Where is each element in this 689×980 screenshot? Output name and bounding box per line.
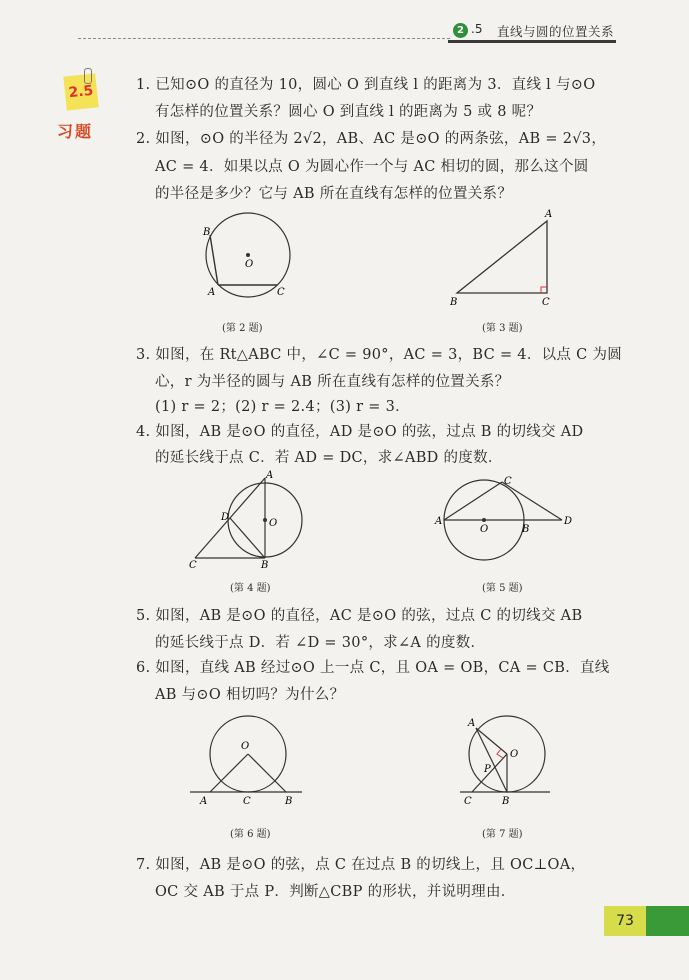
fig6-label-b: B — [285, 796, 293, 807]
problem-6-line-2: AB 与⊙O 相切吗？为什么？ — [155, 687, 345, 703]
fig4-label-c: C — [189, 560, 197, 571]
caption-2: (第 2 题) — [222, 323, 263, 334]
fig6-label-c: C — [243, 796, 251, 807]
figure-3 — [445, 205, 560, 310]
fig3-label-b: B — [450, 297, 458, 308]
paperclip-icon — [84, 68, 92, 84]
fig4-label-b: B — [261, 560, 269, 571]
caption-5: (第 5 题) — [482, 583, 523, 594]
problem-7-line-1: 7. 如图，AB 是⊙O 的弦，点 C 在过点 B 的切线上，且 OC⊥OA， — [136, 857, 586, 873]
header-dashed-line — [78, 38, 450, 39]
page-number: 73 — [604, 906, 646, 936]
figure-4 — [185, 470, 305, 572]
fig7-label-p: P — [484, 764, 491, 775]
fig5-label-a: A — [435, 516, 443, 527]
fig3-label-c: C — [542, 297, 550, 308]
fig3-label-a: A — [545, 209, 553, 220]
fig6-label-a: A — [200, 796, 208, 807]
fig7-label-b: B — [502, 796, 510, 807]
fig7-label-c: C — [464, 796, 472, 807]
problem-4-line-2: 的延长线于点 C．若 AD = DC，求∠ABD 的度数． — [155, 450, 503, 466]
fig2-label-a: A — [208, 287, 216, 298]
caption-4: (第 4 题) — [230, 583, 271, 594]
fig6-label-o: O — [241, 741, 250, 752]
problem-5-line-2: 的延长线于点 D．若 ∠D = 30°，求∠A 的度数． — [155, 635, 486, 651]
problem-2-line-1: 2. 如图，⊙O 的半径为 2√2，AB、AC 是⊙O 的两条弦，AB = 2√3， — [136, 131, 607, 147]
page-number-box — [604, 906, 689, 936]
problem-7-line-2: OC 交 AB 于点 P．判断△CBP 的形状，并说明理由． — [155, 884, 516, 900]
problem-3-line-2: 心，r 为半径的圆与 AB 所在直线有怎样的位置关系？ — [155, 374, 510, 390]
problem-1-line-2: 有怎样的位置关系？圆心 O 到直线 l 的距离为 5 或 8 呢？ — [155, 104, 542, 120]
caption-7: (第 7 题) — [482, 829, 523, 840]
problem-3-line-1: 3. 如图，在 Rt△ABC 中，∠C = 90°，AC = 3，BC = 4．以点 C 为圆 — [136, 347, 623, 363]
exercise-number: 2.5 — [63, 73, 98, 110]
figure-7 — [460, 712, 555, 808]
fig5-label-b: B — [522, 524, 530, 535]
fig4-label-d: D — [221, 512, 230, 523]
header-rule — [448, 40, 616, 43]
fig7-label-o: O — [510, 749, 519, 760]
exercise-word: 习题 — [57, 122, 94, 141]
fig5-label-c: C — [504, 476, 512, 487]
fig2-label-b: B — [203, 227, 211, 238]
problem-5-line-1: 5. 如图，AB 是⊙O 的直径，AC 是⊙O 的弦，过点 C 的切线交 AB — [136, 608, 583, 624]
caption-6: (第 6 题) — [230, 829, 271, 840]
fig7-label-a: A — [468, 718, 476, 729]
problem-4-line-1: 4. 如图，AB 是⊙O 的直径，AD 是⊙O 的弦，过点 B 的切线交 AD — [136, 424, 584, 440]
caption-3: (第 3 题) — [482, 323, 523, 334]
section-number: .5 — [471, 22, 483, 36]
fig2-label-c: C — [277, 287, 285, 298]
fig2-label-o: O — [245, 259, 254, 270]
problem-3-line-3: (1) r = 2；(2) r = 2.4；(3) r = 3． — [155, 399, 410, 415]
fig5-label-d: D — [564, 516, 573, 527]
figure-2 — [195, 205, 305, 310]
figure-5 — [430, 470, 575, 572]
section-badge: 2 — [453, 23, 468, 38]
figure-6 — [188, 712, 306, 808]
fig4-label-a: A — [266, 470, 274, 481]
problem-6-line-1: 6. 如图，直线 AB 经过⊙O 上一点 C，且 OA = OB，CA = CB．直线 — [136, 660, 610, 676]
problem-2-line-2: AC = 4．如果以点 O 为圆心作一个与 AC 相切的圆，那么这个圆 — [155, 159, 589, 175]
section-title: 直线与圆的位置关系 — [497, 24, 615, 39]
problem-2-line-3: 的半径是多少？它与 AB 所在直线有怎样的位置关系？ — [155, 186, 513, 202]
fig4-label-o: O — [269, 518, 278, 529]
fig5-label-o: O — [480, 524, 489, 535]
problem-1-line-1: 1. 已知⊙O 的直径为 10，圆心 O 到直线 l 的距离为 3．直线 l 与⊙O — [136, 77, 596, 93]
